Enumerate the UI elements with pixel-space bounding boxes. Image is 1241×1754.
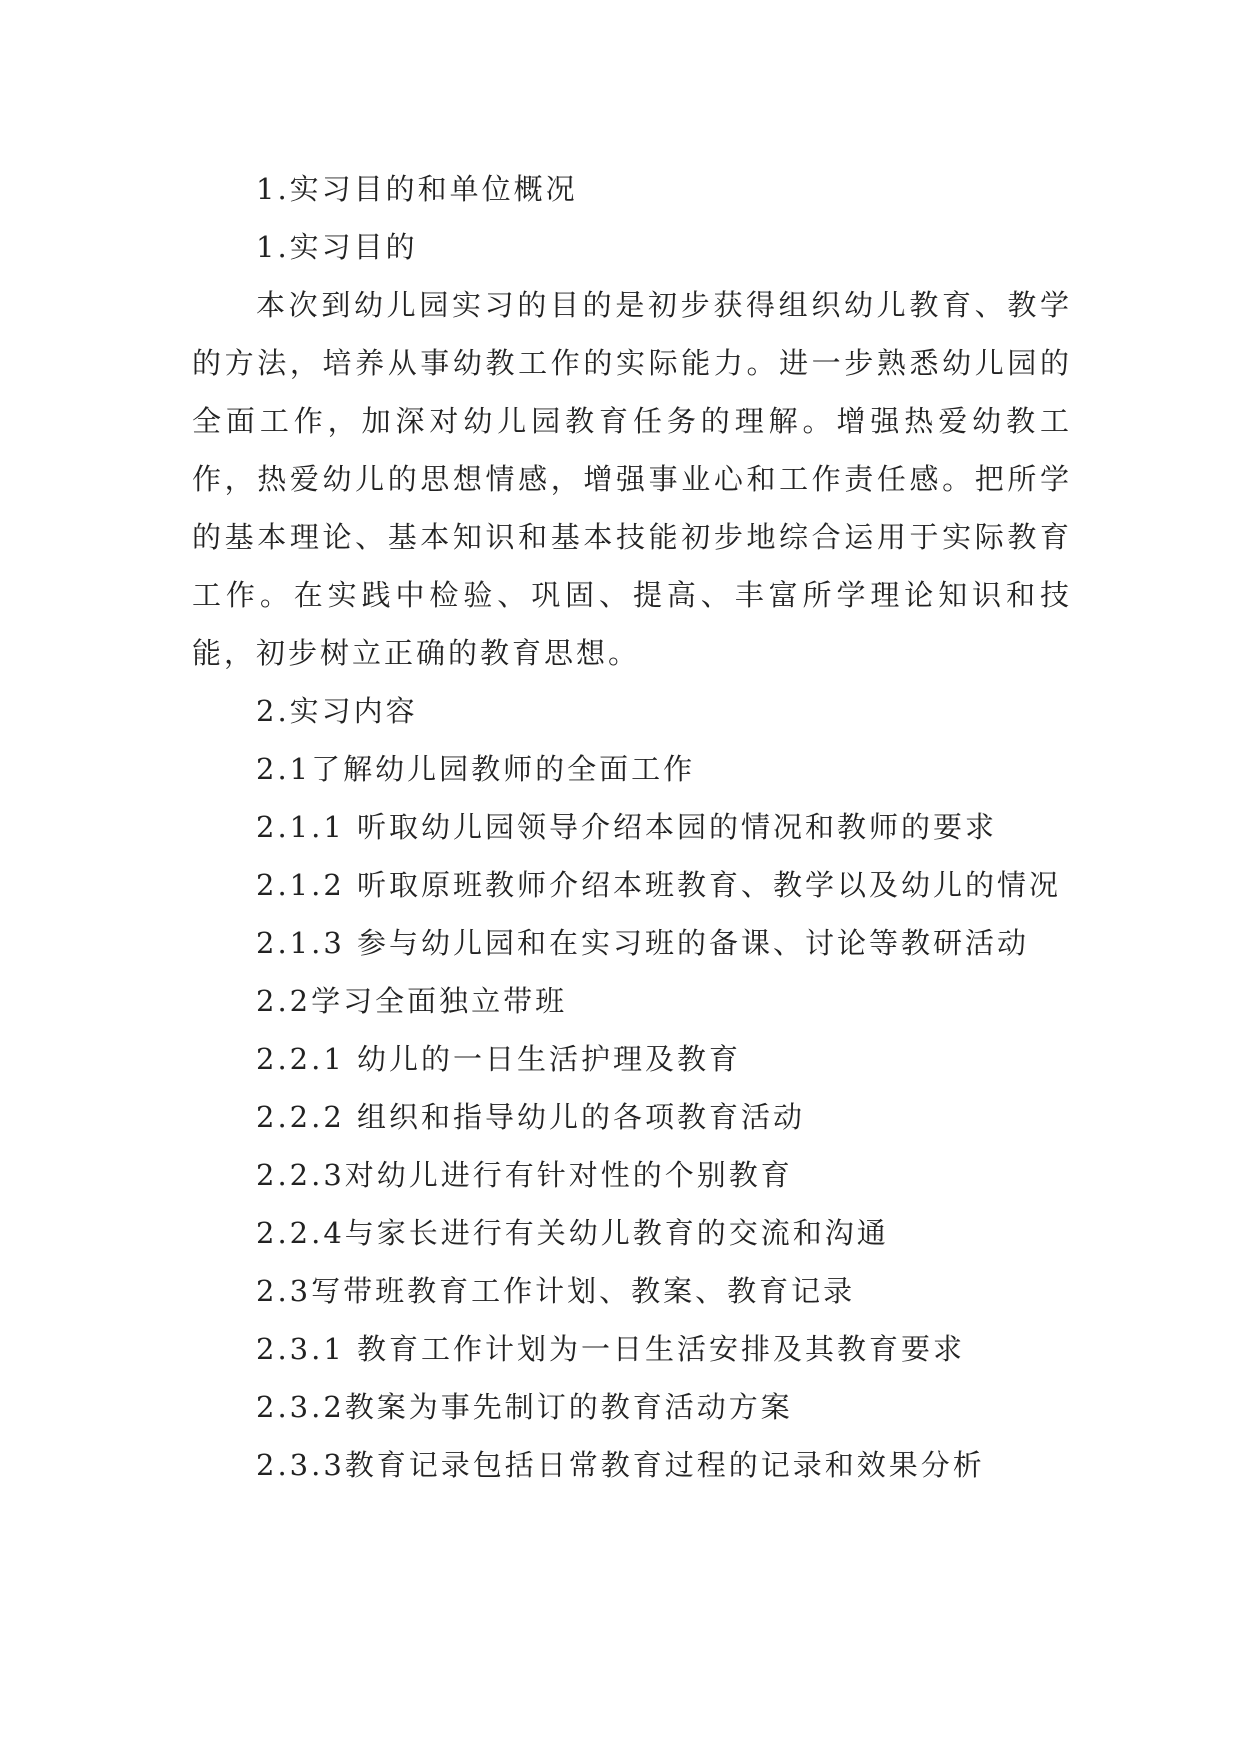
list-item: 2.2.3对幼儿进行有针对性的个别教育 (256, 1158, 793, 1192)
list-item: 2.2.2 组织和指导幼儿的各项教育活动 (256, 1100, 806, 1134)
list-item: 2.2.4与家长进行有关幼儿教育的交流和沟通 (256, 1216, 889, 1250)
list-item: 2.3.2教案为事先制订的教育活动方案 (256, 1390, 793, 1424)
list-item: 2.3.3教育记录包括日常教育过程的记录和效果分析 (256, 1448, 985, 1482)
list-item: 2.2.1 幼儿的一日生活护理及教育 (256, 1042, 742, 1076)
subsection-heading: 2.1了解幼儿园教师的全面工作 (256, 752, 696, 786)
list-item: 2.1.2 听取原班教师介绍本班教育、教学以及幼儿的情况 (256, 868, 1062, 902)
list-item: 2.1.3 参与幼儿园和在实习班的备课、讨论等教研活动 (256, 926, 1030, 960)
subsection-heading: 2.2学习全面独立带班 (256, 984, 568, 1018)
body-paragraph: 本次到幼儿园实习的目的是初步获得组织幼儿教育、教学的方法，培养从事幼教工作的实际能力。进一步熟悉幼儿园的全面工作，加深对幼儿园教育任务的理解。增强热爱幼教工作，热爱幼儿的思想情感，增强事业心和工作责任感。把所学的基本理论、基本知识和基本技能初步地综合运用于实际教育工作。在实践中检验、巩固、提高、丰富所学理论知识和技能，初步树立正确的教育思想。 (192, 288, 1072, 670)
subsection-heading: 2.3写带班教育工作计划、教案、教育记录 (256, 1274, 856, 1308)
document-body (192, 160, 1072, 1494)
section-heading: 1.实习目的和单位概况 (256, 172, 578, 206)
section-heading: 2.实习内容 (256, 694, 418, 728)
subsection-heading: 1.实习目的 (256, 230, 418, 264)
list-item: 2.3.1 教育工作计划为一日生活安排及其教育要求 (256, 1332, 966, 1366)
list-item: 2.1.1 听取幼儿园领导介绍本园的情况和教师的要求 (256, 810, 998, 844)
